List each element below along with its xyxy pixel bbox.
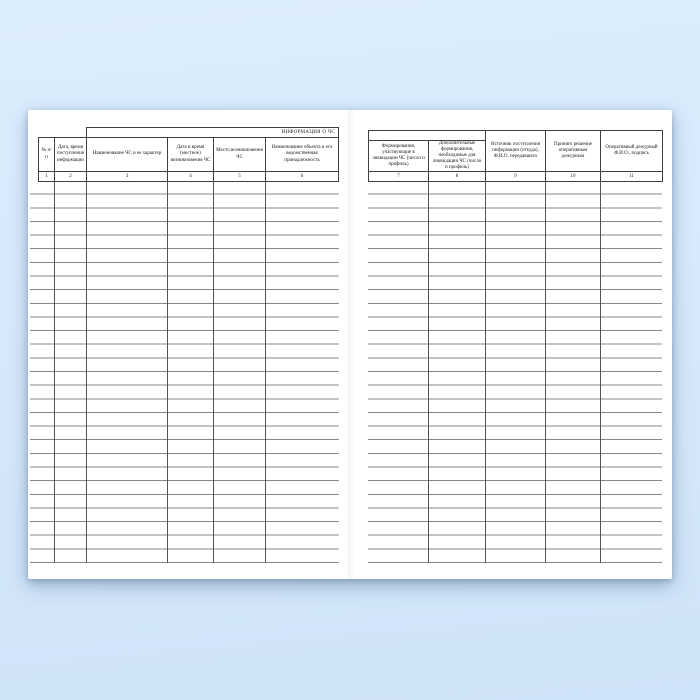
col-number-3: 3 [86,171,168,182]
column-divider [545,181,546,563]
col-number-7: 7 [368,171,429,182]
table-body-left [30,181,339,563]
col-number-2: 2 [54,171,87,182]
col-number-5: 5 [213,171,266,182]
col-number-8: 8 [428,171,486,182]
col-header-8: Дополнительные формирования, необходимые для ликвидации ЧС (число и профиль) [428,140,486,172]
col-header-7: Формирования, участвующие в ликвидации ЧС (число и профиль) [368,140,429,172]
column-divider [213,181,214,563]
col-header-3: Наименование ЧС и ее характер [86,137,168,172]
col-header-10: Принято решение оперативным дежурным [545,130,601,172]
col-header-9: Источник поступления информации (откуда), Ф.И.О. передавшего [485,130,546,172]
table-body-right [368,181,662,563]
column-divider [167,181,168,563]
col-header-2: Дата, время поступления информации [54,137,87,172]
col-header-4: Дата и время (местное) возникновения ЧС [167,137,214,172]
col-number-4: 4 [167,171,214,182]
col-number-1: 1 [38,171,55,182]
col-header-11: Оперативный дежурный Ф.И.О., подпись [600,130,663,172]
col-header-1: № п/п [38,137,55,172]
column-divider [54,181,55,563]
column-divider [265,181,266,563]
col-number-6: 6 [265,171,339,182]
column-divider [86,181,87,563]
col-number-10: 10 [545,171,601,182]
book-spine [346,110,354,579]
col-header-5: Место возникновения ЧС [213,137,266,172]
column-divider [600,181,601,563]
group-header-band-left: ИНФОРМАЦИЯ О ЧС [86,127,339,138]
column-divider [485,181,486,563]
column-divider [428,181,429,563]
col-number-9: 9 [485,171,546,182]
col-number-11: 11 [600,171,663,182]
col-header-6: Наименование объекта и его ведомственная принадлежность [265,137,339,172]
journal-spread [28,110,672,579]
